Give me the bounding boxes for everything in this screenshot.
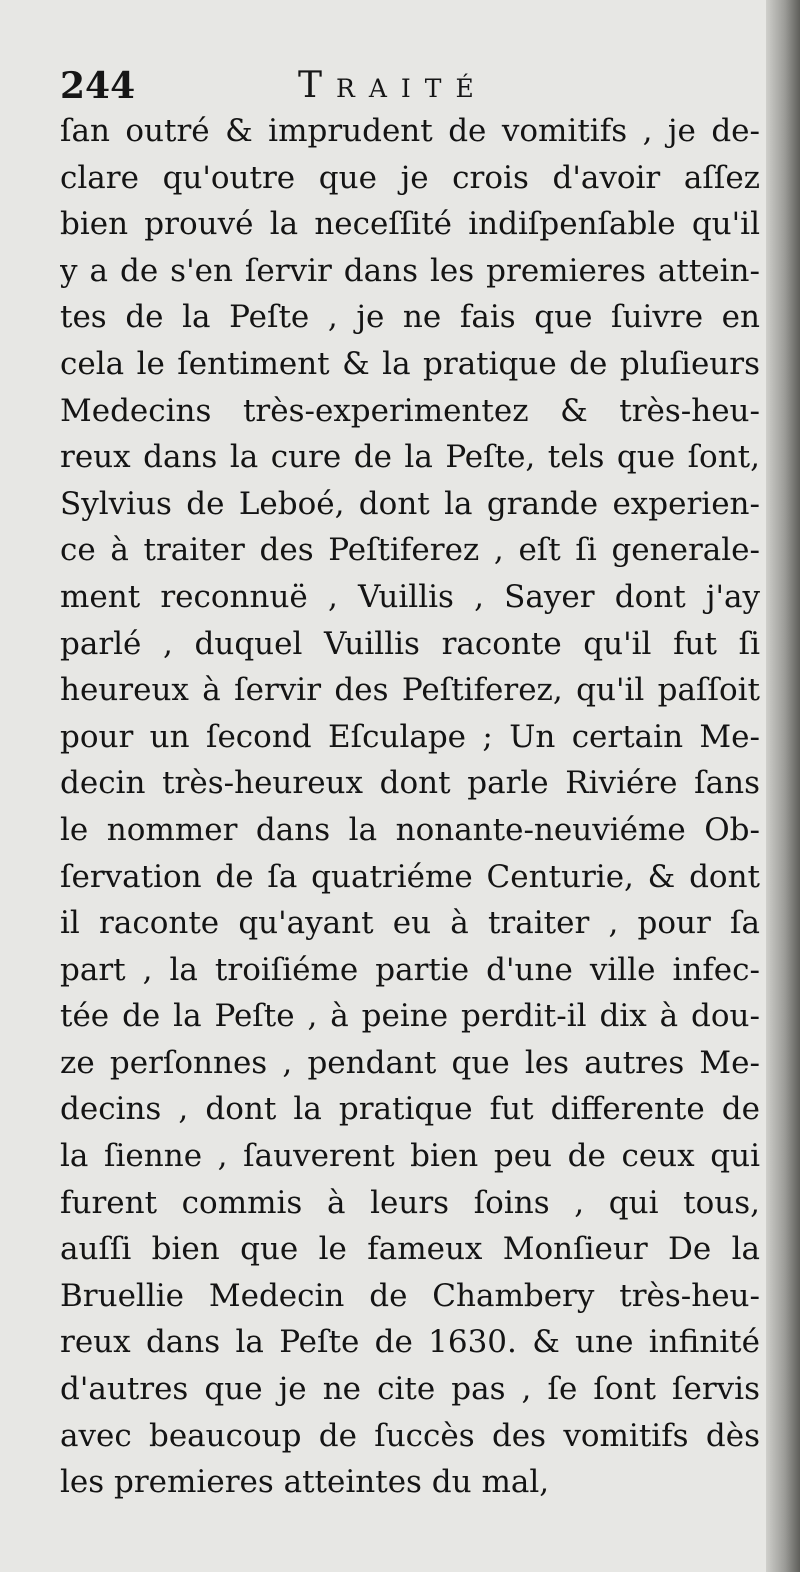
page-header xyxy=(60,62,580,110)
text-line: d'autres que je ne cite pas , ſe ſont ſervis xyxy=(60,1371,760,1408)
text-line: y a de s'en ſervir dans les premieres attein- xyxy=(60,252,760,289)
text-line: pour un ſecond Eſculape ; Un certain Me- xyxy=(60,718,760,755)
text-line: reux dans la cure de la Peſte, tels que ſont, xyxy=(60,439,760,476)
text-line: reux dans la Peſte de 1630. & une infinité xyxy=(60,1324,760,1361)
text-line: avec beaucoup de ſuccès des vomitifs dès xyxy=(60,1417,760,1454)
text-line: parlé , duquel Vuillis raconte qu'il fut ſi xyxy=(60,625,760,662)
running-title: Traité xyxy=(298,65,488,106)
text-line: ze perſonnes , pendant que les autres Me- xyxy=(60,1044,760,1081)
text-line: clare qu'outre que je crois d'avoir aſſez xyxy=(60,159,760,196)
page-number: 244 xyxy=(60,65,136,107)
text-line: part , la troiſiéme partie d'une ville infec- xyxy=(60,951,760,988)
text-line: decin très-heureux dont parle Riviére ſans xyxy=(60,765,760,802)
text-line: tée de la Peſte , à peine perdit-il dix à dou- xyxy=(60,998,760,1035)
text-line: bien prouvé la neceſſité indiſpenſable qu'il xyxy=(60,206,760,243)
text-line: furent commis à leurs ſoins , qui tous, xyxy=(60,1184,760,1221)
text-line: heureux à ſervir des Peſtiferez, qu'il paſſoit xyxy=(60,672,760,709)
text-line: ſervation de ſa quatriéme Centurie, & dont xyxy=(60,858,760,895)
body-text xyxy=(60,108,760,1506)
text-line: ce à traiter des Peſtiferez , eſt ſi generale- xyxy=(60,532,760,569)
text-line: decins , dont la pratique fut differente de xyxy=(60,1091,760,1128)
text-line: ment reconnuë , Vuillis , Sayer dont j'ay xyxy=(60,578,760,615)
text-line: ſan outré & imprudent de vomitifs , je de- xyxy=(60,113,760,149)
text-line: la ſienne , ſauverent bien peu de ceux qui xyxy=(60,1138,760,1175)
text-line: tes de la Peſte , je ne fais que ſuivre en xyxy=(60,299,760,336)
text-line: il raconte qu'ayant eu à traiter , pour ſa xyxy=(60,905,760,942)
text-line: le nommer dans la nonante-neuviéme Ob- xyxy=(60,811,760,848)
text-line: Sylvius de Leboé, dont la grande experien- xyxy=(60,485,760,522)
text-line: Medecins très-experimentez & très-heu- xyxy=(60,392,760,429)
text-line: Bruellie Medecin de Chambery très-heu- xyxy=(60,1277,760,1314)
text-line: les premieres atteintes du mal, xyxy=(60,1464,550,1501)
text-line: cela le ſentiment & la pratique de pluſieurs xyxy=(60,345,760,382)
page-edge-shadow xyxy=(766,0,800,1572)
text-line: auſſi bien que le fameux Monſieur De la xyxy=(60,1231,760,1268)
